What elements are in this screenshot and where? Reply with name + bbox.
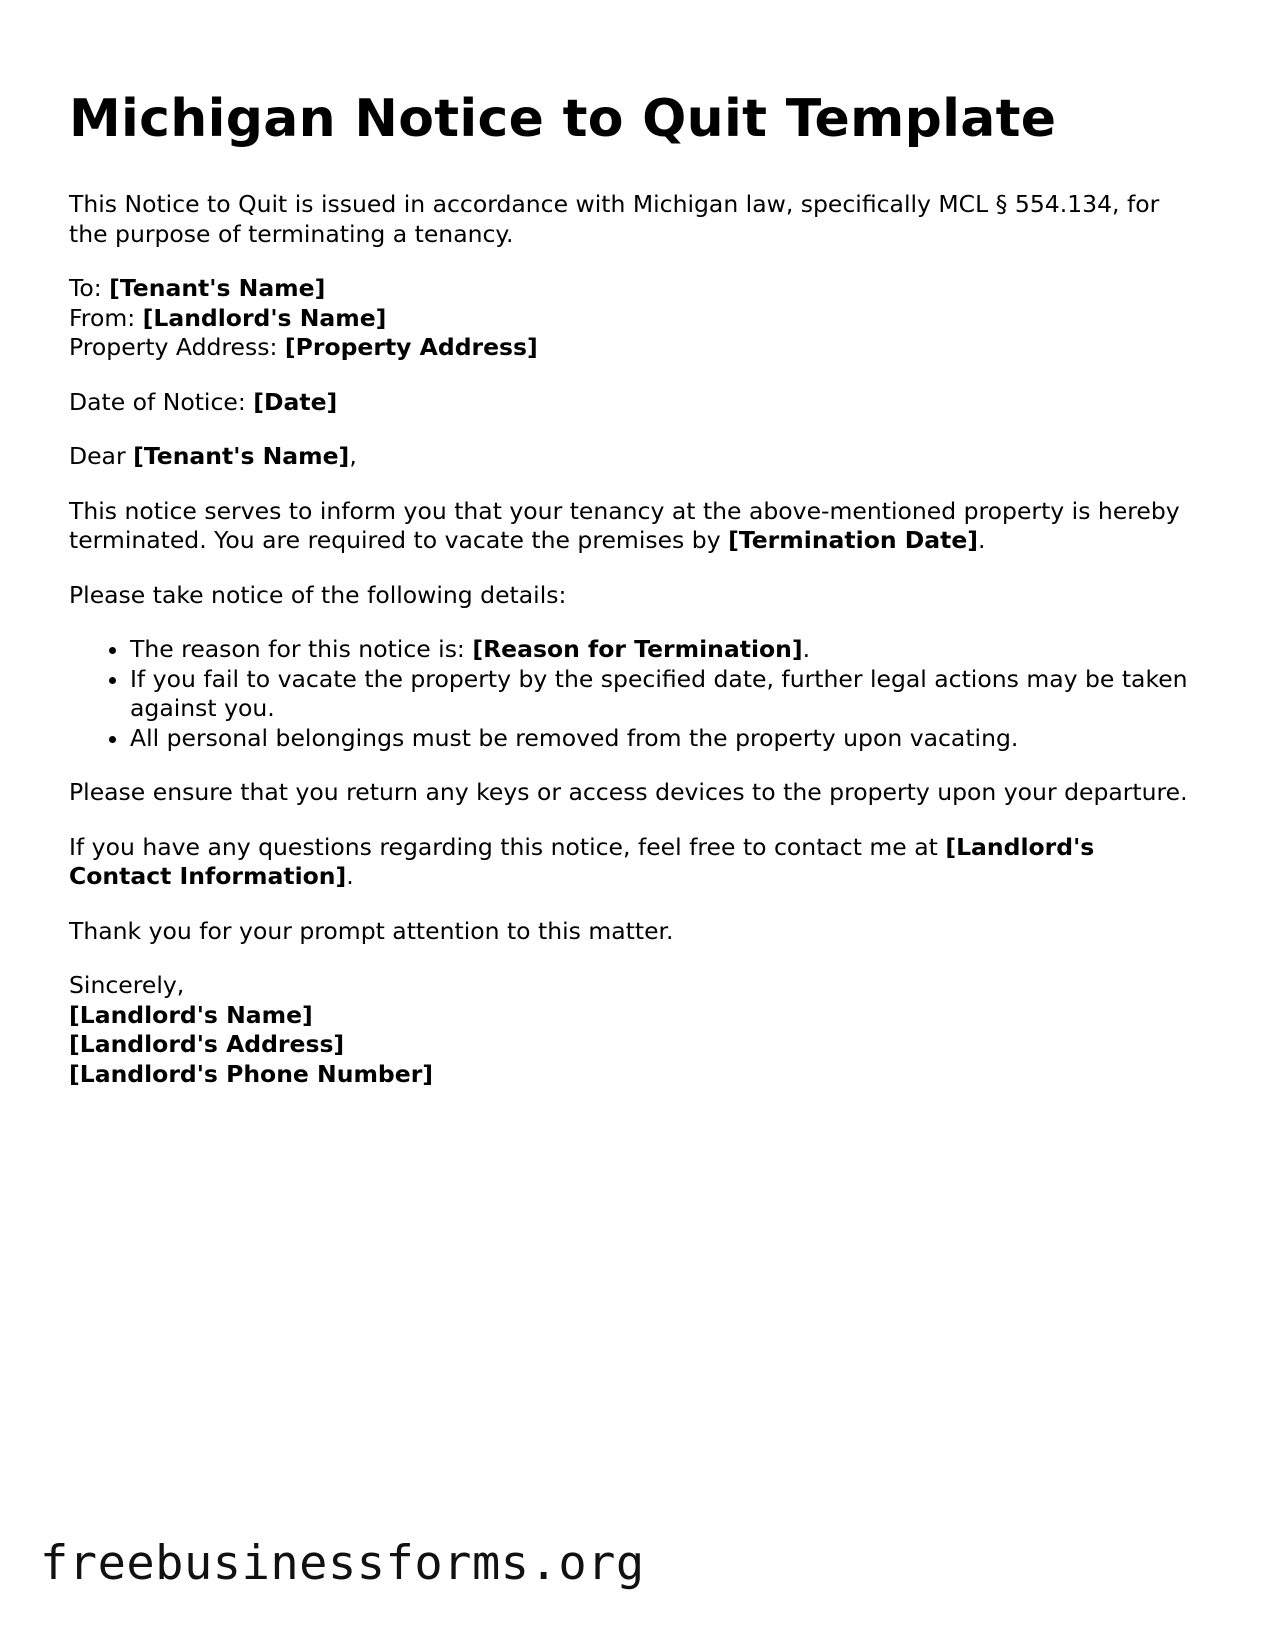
contact-paragraph xyxy=(69,833,1189,892)
reason-label: The reason for this notice is: xyxy=(130,635,465,663)
thanks-paragraph: Thank you for your prompt attention to this matter. xyxy=(69,916,674,945)
document-page xyxy=(69,80,1189,1114)
salutation-name: [Tenant's Name] xyxy=(133,442,350,470)
signature-phone: [Landlord's Phone Number] xyxy=(69,1059,434,1088)
termination-date: [Termination Date] xyxy=(728,526,979,554)
date-line xyxy=(69,388,1189,418)
date-value: [Date] xyxy=(253,387,338,416)
termination-paragraph xyxy=(69,497,1189,556)
details-list xyxy=(69,635,1189,753)
signature-block xyxy=(69,971,1189,1089)
date-label: Date of Notice: xyxy=(69,387,246,416)
list-item-legal: • If you fail to vacate the property by the specified date, further legal actions may be taken against you. xyxy=(130,665,1189,724)
termination-text: This notice serves to inform you that your tenancy at the above-mentioned property is hereby terminated. You are required to vacate the premises by xyxy=(69,496,1180,554)
contact-value: [Landlord's Contact Information] xyxy=(69,832,1095,890)
footer-watermark: freebusinessforms.org xyxy=(40,1536,645,1591)
contact-suffix: . xyxy=(346,862,354,890)
to-value: [Tenant's Name] xyxy=(109,274,326,302)
contact-text: If you have any questions regarding this notice, feel free to contact me at xyxy=(69,832,938,861)
signature-address: [Landlord's Address] xyxy=(69,1030,345,1058)
keys-paragraph: Please ensure that you return any keys or access devices to the property upon your departure. xyxy=(69,778,1188,806)
salutation xyxy=(69,442,1189,472)
salutation-prefix: Dear xyxy=(69,442,126,470)
reason-value: [Reason for Termination] xyxy=(472,635,803,663)
from-label: From: xyxy=(69,303,136,332)
parties-block xyxy=(69,274,1189,363)
details-intro: Please take notice of the following details: xyxy=(69,580,567,609)
signature-closing: Sincerely, xyxy=(69,971,185,999)
salutation-suffix: , xyxy=(349,442,357,470)
document-title: Michigan Notice to Quit Template xyxy=(69,89,1057,149)
address-label: Property Address: xyxy=(69,333,278,361)
to-label: To: xyxy=(69,274,102,302)
reason-suffix: . xyxy=(802,635,811,663)
termination-suffix: . xyxy=(978,526,986,554)
list-item-reason xyxy=(130,635,1189,665)
intro-paragraph: This Notice to Quit is issued in accordance with Michigan law, specifically MCL § 554.134, for the purpose of terminating a tenancy. xyxy=(69,190,1160,248)
from-value: [Landlord's Name] xyxy=(142,303,387,332)
address-value: [Property Address] xyxy=(284,333,538,361)
signature-name: [Landlord's Name] xyxy=(69,1000,313,1029)
list-item-belongings: • All personal belongings must be removed from the property upon vacating. xyxy=(130,724,1189,754)
